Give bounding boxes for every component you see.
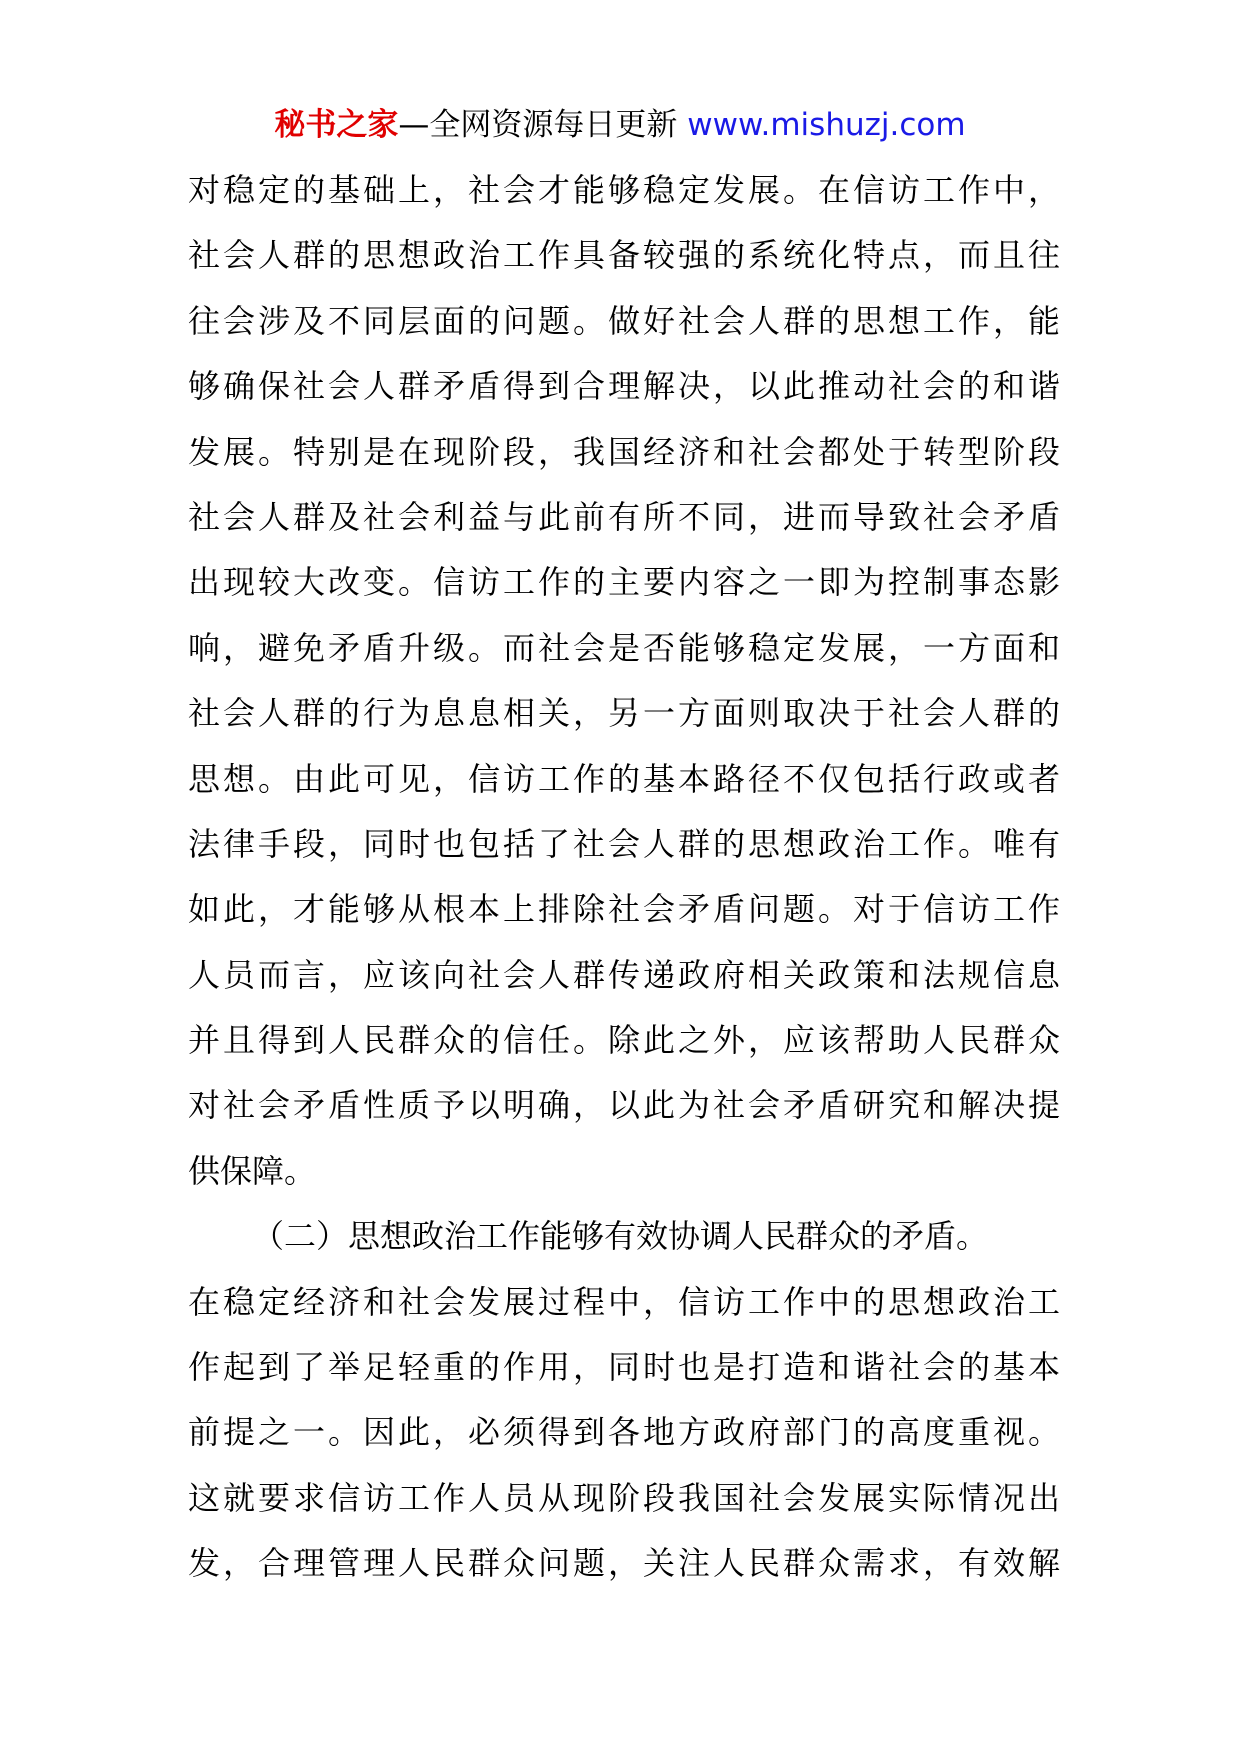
site-url-link[interactable]: www.mishuzj.com <box>687 107 966 143</box>
text-line: 思想。由此可见，信访工作的基本路径不仅包括行政或者 <box>188 759 1060 798</box>
page-header <box>0 103 1240 147</box>
site-brand: 秘书之家 <box>274 107 399 143</box>
text-line: 人员而言，应该向社会人群传递政府相关政策和法规信息 <box>188 955 1060 994</box>
section-heading-line: （二）思想政治工作能够有效协调人民群众的矛盾。 <box>252 1217 989 1256</box>
text-line: 往会涉及不同层面的问题。做好社会人群的思想工作，能 <box>188 301 1060 340</box>
text-line: 法律手段，同时也包括了社会人群的思想政治工作。唯有 <box>188 824 1060 863</box>
paragraph-2 <box>188 1204 1060 1596</box>
text-line: 前提之一。因此，必须得到各地方政府部门的高度重视。 <box>188 1413 1060 1452</box>
text-line: 供保障。 <box>188 1151 317 1190</box>
text-line: 社会人群的行为息息相关，另一方面则取决于社会人群的 <box>188 694 1060 733</box>
document-body <box>188 158 1060 1597</box>
text-line: 社会人群的思想政治工作具备较强的系统化特点，而且往 <box>188 236 1060 275</box>
text-line: 响，避免矛盾升级。而社会是否能够稳定发展，一方面和 <box>188 628 1060 667</box>
text-line: 出现较大改变。信访工作的主要内容之一即为控制事态影 <box>188 563 1060 602</box>
text-line: 发，合理管理人民群众问题，关注人民群众需求，有效解 <box>188 1544 1060 1583</box>
text-line: 并且得到人民群众的信任。除此之外，应该帮助人民群众 <box>188 1021 1060 1060</box>
text-line: 在稳定经济和社会发展过程中，信访工作中的思想政治工 <box>188 1282 1060 1321</box>
text-line: 如此，才能够从根本上排除社会矛盾问题。对于信访工作 <box>188 890 1060 929</box>
text-line: 作起到了举足轻重的作用，同时也是打造和谐社会的基本 <box>188 1348 1060 1387</box>
text-line: 够确保社会人群矛盾得到合理解决，以此推动社会的和谐 <box>188 367 1060 406</box>
text-line: 社会人群及社会利益与此前有所不同，进而导致社会矛盾 <box>188 497 1060 536</box>
site-tagline: —全网资源每日更新 <box>398 107 678 143</box>
text-line: 这就要求信访工作人员从现阶段我国社会发展实际情况出 <box>188 1478 1060 1517</box>
text-line: 对稳定的基础上，社会才能够稳定发展。在信访工作中， <box>188 171 1060 209</box>
text-line: 发展。特别是在现阶段，我国经济和社会都处于转型阶段 <box>188 432 1060 471</box>
paragraph-1 <box>188 158 1060 1204</box>
text-line: 对社会矛盾性质予以明确，以此为社会矛盾研究和解决提 <box>188 1086 1060 1125</box>
